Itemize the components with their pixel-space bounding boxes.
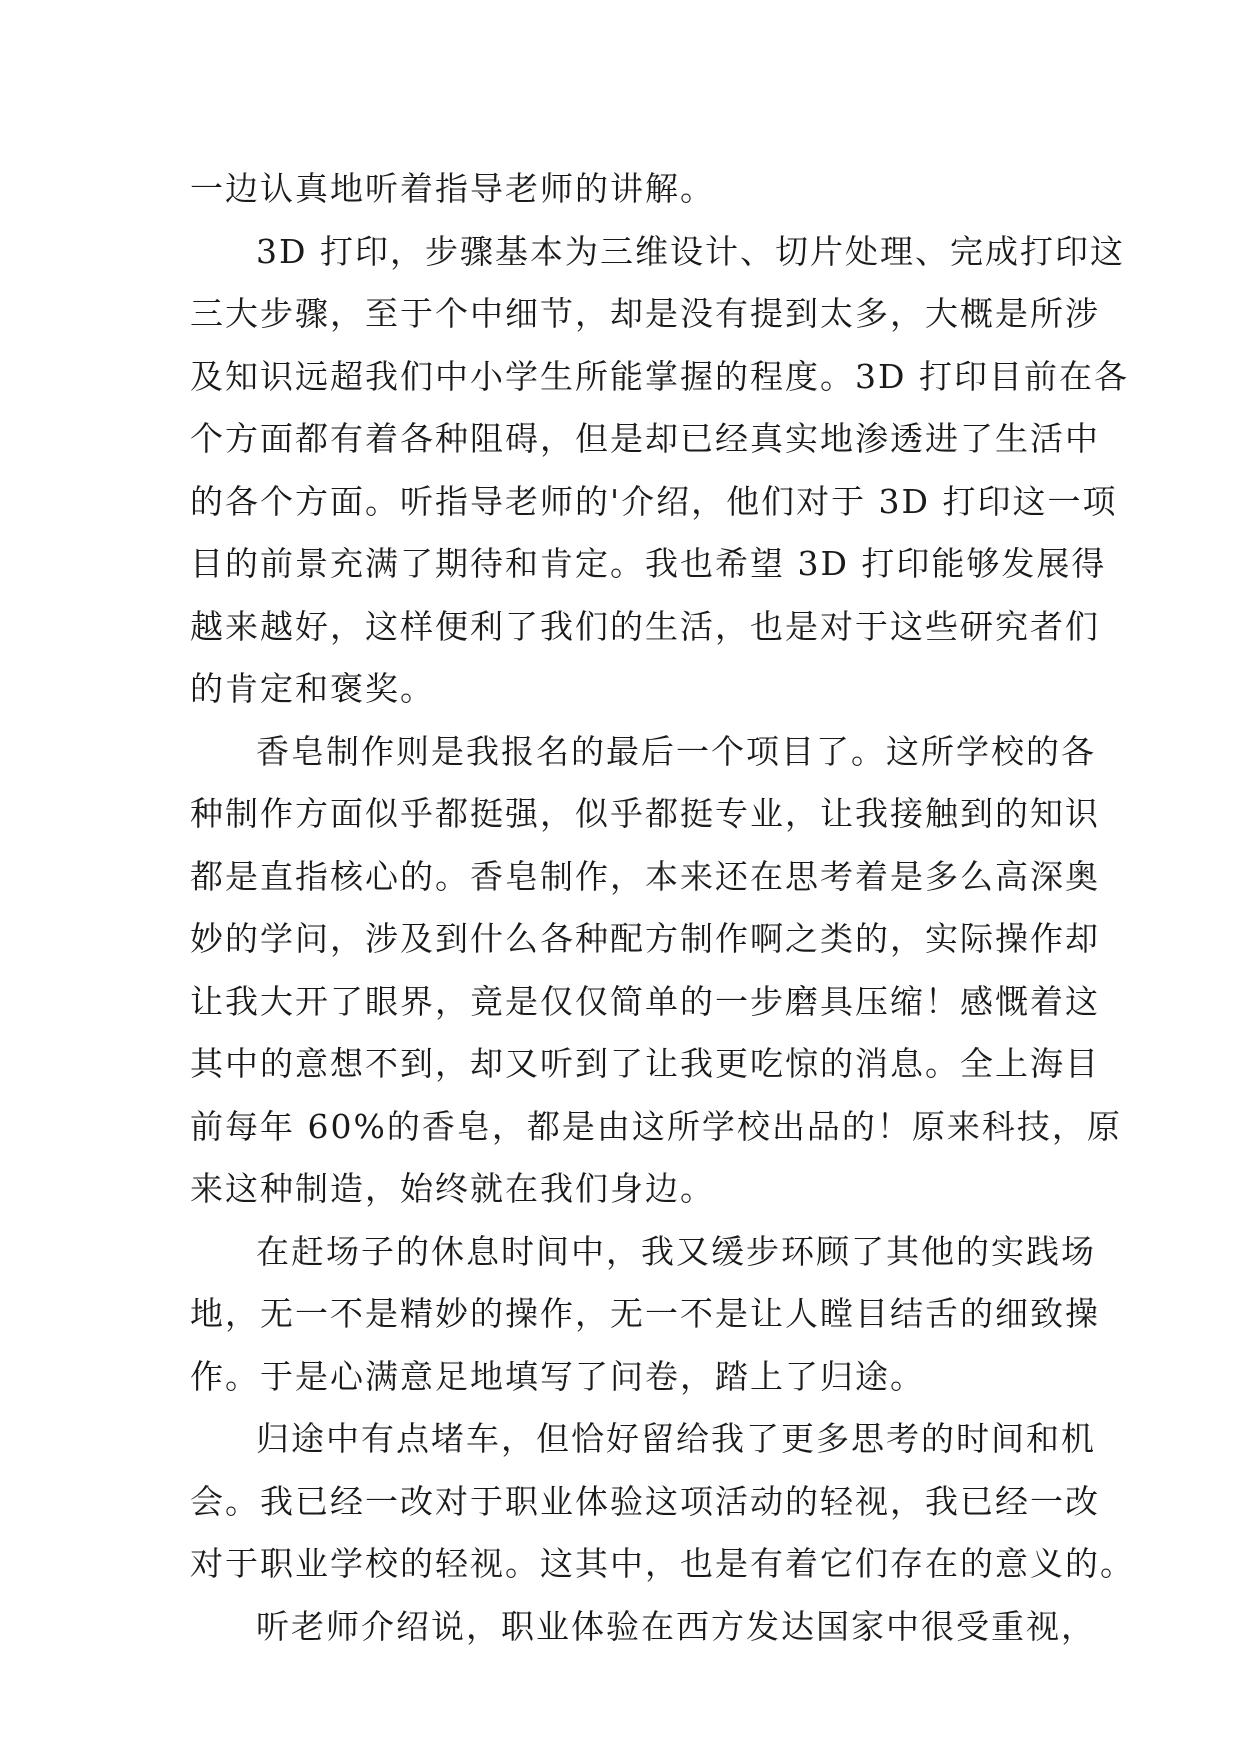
text-line: 对于职业学校的轻视。这其中，也是有着它们存在的意义的。 xyxy=(190,1544,1135,1583)
text-line: 目的前景充满了期待和肯定。我也希望 3D 打印能够发展得 xyxy=(190,544,1107,583)
text-line: 的肯定和褒奖。 xyxy=(190,669,435,708)
paragraph xyxy=(190,721,1122,1221)
document-body xyxy=(190,158,1135,1658)
text-line: 三大步骤，至于个中细节，却是没有提到太多，大概是所涉 xyxy=(190,294,1100,333)
paragraph xyxy=(190,1408,1135,1596)
text-line: 在赶场子的休息时间中，我又缓步环顾了其他的实践场 xyxy=(256,1231,1096,1271)
text-line: 越来越好，这样便利了我们的生活，也是对于这些研究者们 xyxy=(190,606,1100,646)
text-line: 妙的学问，涉及到什么各种配方制作啊之类的，实际操作却 xyxy=(190,919,1100,958)
text-line: 作。于是心满意足地填写了问卷，踏上了归途。 xyxy=(190,1356,925,1396)
text-line: 一边认真地听着指导老师的讲解。 xyxy=(190,169,715,208)
paragraph xyxy=(190,1596,1096,1659)
paragraph xyxy=(190,158,1055,221)
text-line: 听老师介绍说，职业体验在西方发达国家中很受重视， xyxy=(256,1606,1096,1646)
text-line: 前每年 60%的香皂，都是由这所学校出品的！原来科技，原 xyxy=(190,1106,1122,1146)
text-line: 让我大开了眼界，竟是仅仅简单的一步磨具压缩！感慨着这 xyxy=(190,981,1100,1021)
text-line: 香皂制作则是我报名的最后一个项目了。这所学校的各 xyxy=(256,731,1096,771)
text-line: 种制作方面似乎都挺强，似乎都挺专业，让我接触到的知识 xyxy=(190,794,1100,833)
text-line: 及知识远超我们中小学生所能掌握的程度。3D 打印目前在各 xyxy=(190,356,1129,396)
text-line: 的各个方面。听指导老师的'介绍，他们对于 3D 打印这一项 xyxy=(190,481,1118,521)
text-line: 归途中有点堵车，但恰好留给我了更多思考的时间和机 xyxy=(256,1419,1096,1458)
text-line: 3D 打印，步骤基本为三维设计、切片处理、完成打印这 xyxy=(256,231,1125,271)
paragraph xyxy=(190,221,1129,721)
text-line: 其中的意想不到，却又听到了让我更吃惊的消息。全上海目 xyxy=(190,1044,1100,1083)
paragraph xyxy=(190,1221,1100,1409)
text-line: 来这种制造，始终就在我们身边。 xyxy=(190,1169,715,1208)
text-line: 会。我已经一改对于职业体验这项活动的轻视，我已经一改 xyxy=(190,1481,1100,1521)
text-line: 个方面都有着各种阻碍，但是却已经真实地渗透进了生活中 xyxy=(190,419,1100,458)
text-line: 都是直指核心的。香皂制作，本来还在思考着是多么高深奥 xyxy=(190,856,1100,896)
text-line: 地，无一不是精妙的操作，无一不是让人瞠目结舌的细致操 xyxy=(190,1294,1100,1333)
